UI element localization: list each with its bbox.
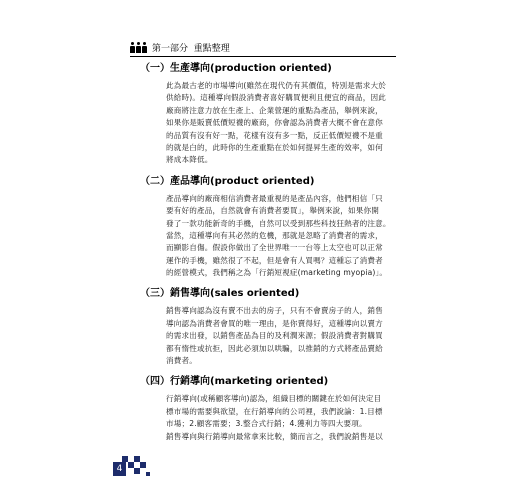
text-line: 的就是白的，此時你的生產重點在於如何提昇生產的效率，如何 bbox=[166, 142, 383, 152]
text-line: 的需求出發，以銷售產品為目的及利潤來源；假設消費者對購買 bbox=[166, 331, 383, 341]
section-paragraph bbox=[166, 80, 404, 167]
running-header bbox=[130, 38, 230, 56]
section-paragraph bbox=[166, 193, 404, 280]
page-number: 4 bbox=[113, 462, 126, 476]
text-line: 市場；2.顧客需要；3.整合式行銷；4.獲利力等四大要項。 bbox=[166, 419, 367, 429]
section-marketing bbox=[140, 375, 406, 443]
text-line: 銷售導向與行銷導向最常拿來比較，簡而言之，我們說銷售是以 bbox=[166, 431, 383, 441]
section-paragraph bbox=[166, 393, 404, 443]
text-line: 行銷導向(或稱顧客導向)認為，組織目標的關鍵在於如何決定目 bbox=[166, 394, 382, 404]
text-line: 產品導向的廠商相信消費者最重視的是產品內容，他們相信「只 bbox=[166, 193, 383, 203]
section-product bbox=[140, 175, 406, 280]
header-title: 重點整理 bbox=[193, 43, 230, 54]
text-line: 消費者。 bbox=[166, 356, 197, 366]
header-part-label: 第一部分 bbox=[152, 43, 189, 54]
header-rule bbox=[130, 56, 396, 57]
text-line: 將成本降低。 bbox=[166, 155, 213, 165]
text-line: 要有好的產品，自然就會有消費者要買」，舉例來說，如果你開 bbox=[166, 206, 380, 216]
text-line: 運作的手機，雖然很了不起，但是會有人買嗎？這種忘了消費者 bbox=[166, 255, 383, 265]
section-heading: （三）銷售導向(sales oriented) bbox=[140, 288, 300, 300]
text-line: 如果你是販賣低價短襪的廠商，你會認為消費者大概不會在意你 bbox=[166, 118, 383, 128]
text-line: 標市場的需要與欲望，在行銷導向的公司裡，我們說論：1.目標 bbox=[166, 406, 383, 416]
corner-pattern bbox=[122, 456, 150, 478]
section-production bbox=[140, 62, 406, 167]
section-paragraph bbox=[166, 305, 404, 367]
text-line: 導向認為消費者會買的唯一理由，是你賣得好，這種導向以賣方 bbox=[166, 318, 383, 328]
text-line: 而顯影自傷。假設你做出了全世界唯一一台等上太空也可以正常 bbox=[166, 243, 383, 253]
text-line: 發了一款功能新奇的手機，自然可以受到那些科技狂熱者的注意。 bbox=[166, 218, 391, 228]
text-line: 供給時)。這種導向假設消費者喜好購買便利且便宜的商品，因此 bbox=[166, 93, 386, 103]
section-heading: （二）產品導向(product oriented) bbox=[140, 175, 315, 187]
text-line: 此為最古老的市場導向(雖然在現代仍有其價值，特別是需求大於 bbox=[166, 81, 386, 90]
section-heading: （四）行銷導向(marketing oriented) bbox=[140, 376, 329, 388]
page-body bbox=[140, 62, 406, 451]
text-line: 廠商將注意力放在生產上、企業營運的重點為產品，舉例來說， bbox=[166, 105, 383, 115]
text-line: 當然，這種導向有其必然的危機，那就是忽略了消費者的需求， bbox=[166, 230, 383, 240]
text-line: 銷售導向認為沒有賣不出去的房子，只有不會賣房子的人，銷售 bbox=[166, 306, 383, 316]
people-icon bbox=[130, 42, 147, 53]
text-line: 的品質有沒有好一點，花樣有沒有多一點，反正低價短襪不是重 bbox=[166, 130, 383, 140]
section-heading: （一）生產導向(production oriented) bbox=[140, 63, 332, 74]
section-sales bbox=[140, 287, 406, 367]
text-line: 的經營模式，我們稱之為「行銷短視症(marketing myopia)」。 bbox=[166, 268, 388, 278]
text-line: 都有惰性或抗拒，因此必須加以哄騙，以推銷的方式將產品賣給 bbox=[166, 343, 383, 353]
